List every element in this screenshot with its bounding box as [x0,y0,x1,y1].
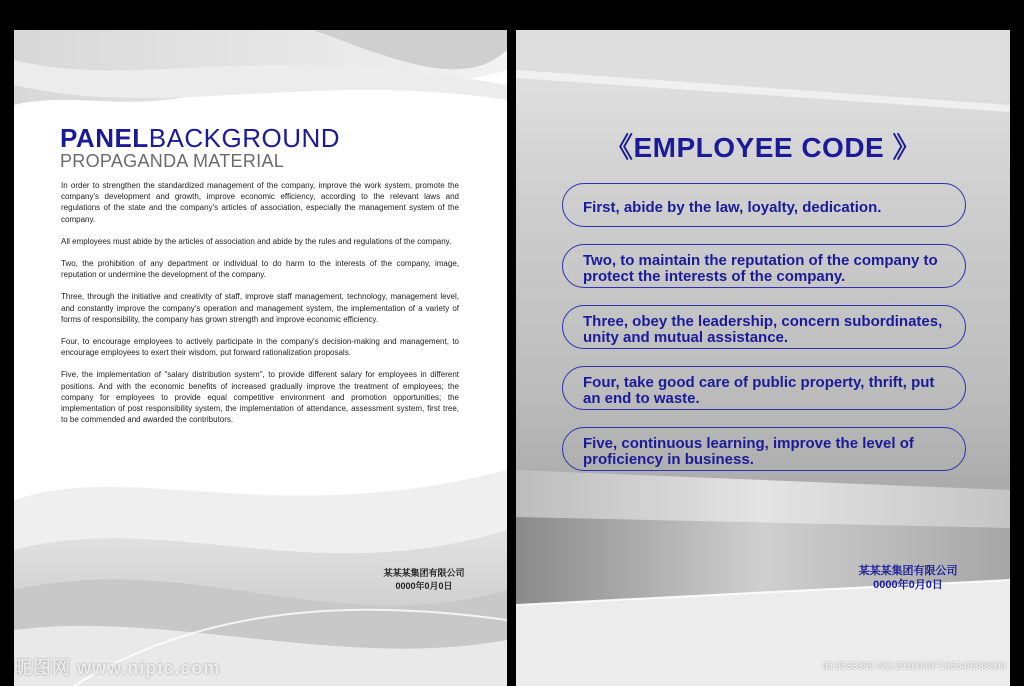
paragraph: Two, the prohibition of any department or individual to do harm to the interests of the company, image, reputation or undermine the development of the company. [61,259,459,280]
code-item [562,305,966,349]
code-item-text: First, abide by the law, loyalty, dedication. [583,198,882,216]
panel-title [60,125,340,151]
left-panel [14,30,507,686]
right-footer [848,564,968,592]
code-item [562,244,966,288]
code-item-text: Four, take good care of public property, thrift, put an end to waste. [583,374,935,407]
code-item [562,366,966,410]
panel-subtitle: PROPAGANDA MATERIAL [60,151,285,171]
company-date: 0000年0月0日 [873,579,943,591]
employee-code-title: 《EMPLOYEE CODE 》 [604,132,922,163]
title-bold-part: PANEL [60,123,149,153]
paragraph: All employees must abide by the articles of association and abide by the rules and regulations of the company. [61,236,452,246]
title-rest-part: BACKGROUND [148,123,341,153]
paragraph: Three, through the initiative and creativity of staff, improve staff management, technology, management level, and constantly improve the company's operation and management system, the implementation of a variety of forms of responsibility, the company has grown strength and improve economic efficiency. [61,292,459,324]
company-date: 0000年0月0日 [395,581,453,591]
code-item-text: Two, to maintain the reputation of the company to protect the interests of the company. [583,252,938,285]
paragraph: In order to strengthen the standardized management of the company, improve the work system, promote the company's development and growth, improve economic efficiency, according to the relevant laws and regulations of the state and the company's articles of association, especially the management system of the company. [61,181,459,224]
paragraph: Four, to encourage employees to actively participate in the company's decision-making and management, to encourage employees to exert their wisdom, put forward rationalization proposals. [61,337,459,358]
paragraph: Five, the implementation of "salary distribution system", to provide different salary for employees in different positions. And with the economic benefits of increased gradually improve the treatment of employees; the company for employees to provide equal competitive environment and promotion opportunities; the implementation of post responsibility system, the implementation of attendance, assessment system, first tree, to be commended and awarded the contributors. [61,370,459,425]
code-item-text: Three, obey the leadership, concern subordinates, unity and mutual assistance. [583,313,943,346]
body-text [61,180,459,436]
code-item [562,183,966,227]
site-watermark: 昵图网 www.nipic.com [14,658,221,678]
code-item [562,427,966,471]
code-item-text: Five, continuous learning, improve the level of proficiency in business. [583,435,914,468]
right-panel [516,30,1010,686]
left-footer [364,567,484,593]
company-name: 某某某集团有限公司 [383,568,465,578]
image-id-watermark: ID:8533399 NO:20200307165649388000 [822,661,1006,672]
company-name: 某某某集团有限公司 [858,565,958,577]
